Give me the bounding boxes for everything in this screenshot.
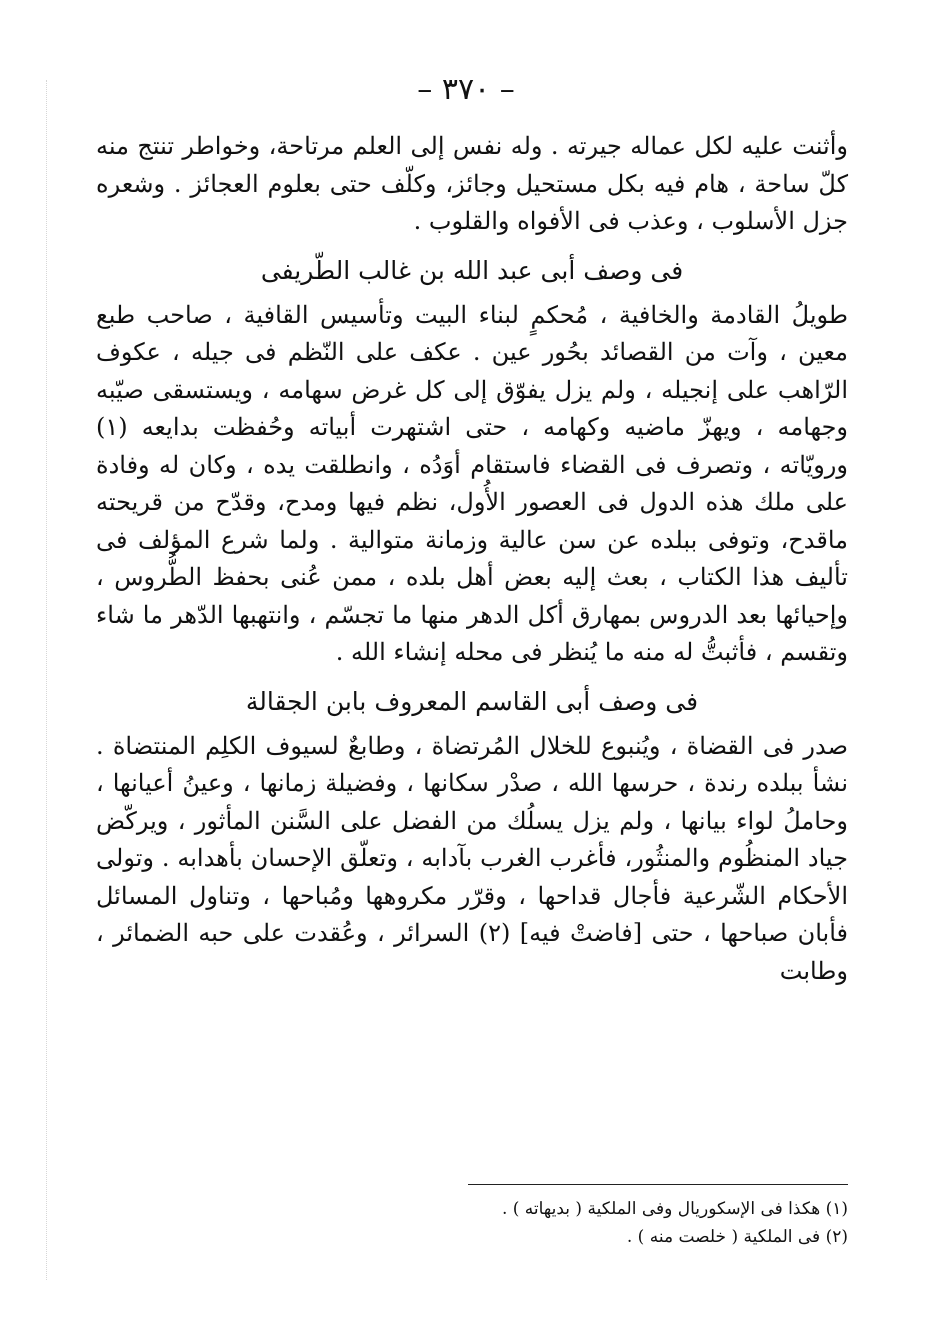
page-number: – ٣٧٠ –	[417, 72, 515, 107]
paragraph-ibn-al-jaqqala: صدر فى القضاة ، ويُنبوع للخلال المُرتضاة ، وطابعٌ لسيوف الكلِم المنتضاة . نشأ ببلده رندة ، حرسها الله ، صدْر سكانها ، وفضيلة زمانها ، وعينُ أعيانها ، وحاملُ لواء بيانها ، ولم يزل يسلُك من الفضل على السَّنن المأثور ، ويركّض جياد المنظُوم والمنثُور، فأغرب الغرب بآدابه ، وتعلّق الإحسان بأهدابه . وتولى الأحكام الشّرعية فأجال قداحها ، وقرّر مكروهها ومُباحها ، وتناول المسائل فأبان صباحها ، حتى [فاضتْ فيه] (٢) السرائر ، وعُقدت على حبه الضمائر ، وطابت	[96, 731, 848, 985]
section-heading-tarifi: فى وصف أبى عبد الله بن غالب الطّريفى	[260, 255, 684, 285]
footnote-1: (١) هكذا فى الإسكوريال وفى الملكية ( بديهاته ) .	[501, 1199, 848, 1219]
footnote-2: (٢) فى الملكية ( خلصت منه ) .	[626, 1227, 848, 1247]
page-body	[96, 128, 848, 990]
section-heading-ibn-al-jaqqala: فى وصف أبى القاسم المعروف بابن الجقالة	[245, 686, 699, 716]
paragraph-intro: وأثنت عليه لكل عماله جيرته . وله نفس إلى العلم مرتاحة، وخواطر تنتج منه كلّ ساحة ، هام فيه بكل مستحيل وجائز، وكلّف حتى بعلوم العجائز . وشعره جزل الأسلوب ، وعذب فى الأفواه والقلوب .	[96, 132, 848, 235]
footnote-divider	[468, 1184, 848, 1185]
paragraph-tarifi: طويلُ القادمة والخافية ، مُحكمٍ لبناء البيت وتأسيس القافية ، صاحب طبع معين ، وآت من القصائد بحُور عين . عكف على النّظم فى جيله ، عكوف الرّاهب على إنجيله ، ولم يزل يفوّق إلى كل غرض سهامه ، ويستسقى صيّبه وجهامه ، ويهزّ ماضيه وكهامه ، حتى اشتهرت أبياته وحُفظت بدايعه (١) ورويّاته ، وتصرف فى القضاء فاستقام أوَدُه ، وانطلقت يده ، وكان له وفادة على ملك هذه الدول فى العصور الأُول، نظم فيها ومدح، وقدّح من قريحته ماقدح، وتوفى ببلده عن سن عالية وزمانة متوالية . ولما شرع المؤلف فى تأليف هذا الكتاب ، بعث إليه بعض أهل بلده ، ممن عُنى بحفظ الطُّروس ، وإحيائها بعد الدروس بمهارق أكل الدهر منها ما تجسّم ، وانتهبها الدّهر ما شاء وتقسم ، فأثبتُّ له منه ما يُنظر فى محله إنشاء الله .	[96, 300, 848, 666]
scan-margin-noise	[6, 80, 47, 1280]
footnotes	[96, 1184, 848, 1251]
